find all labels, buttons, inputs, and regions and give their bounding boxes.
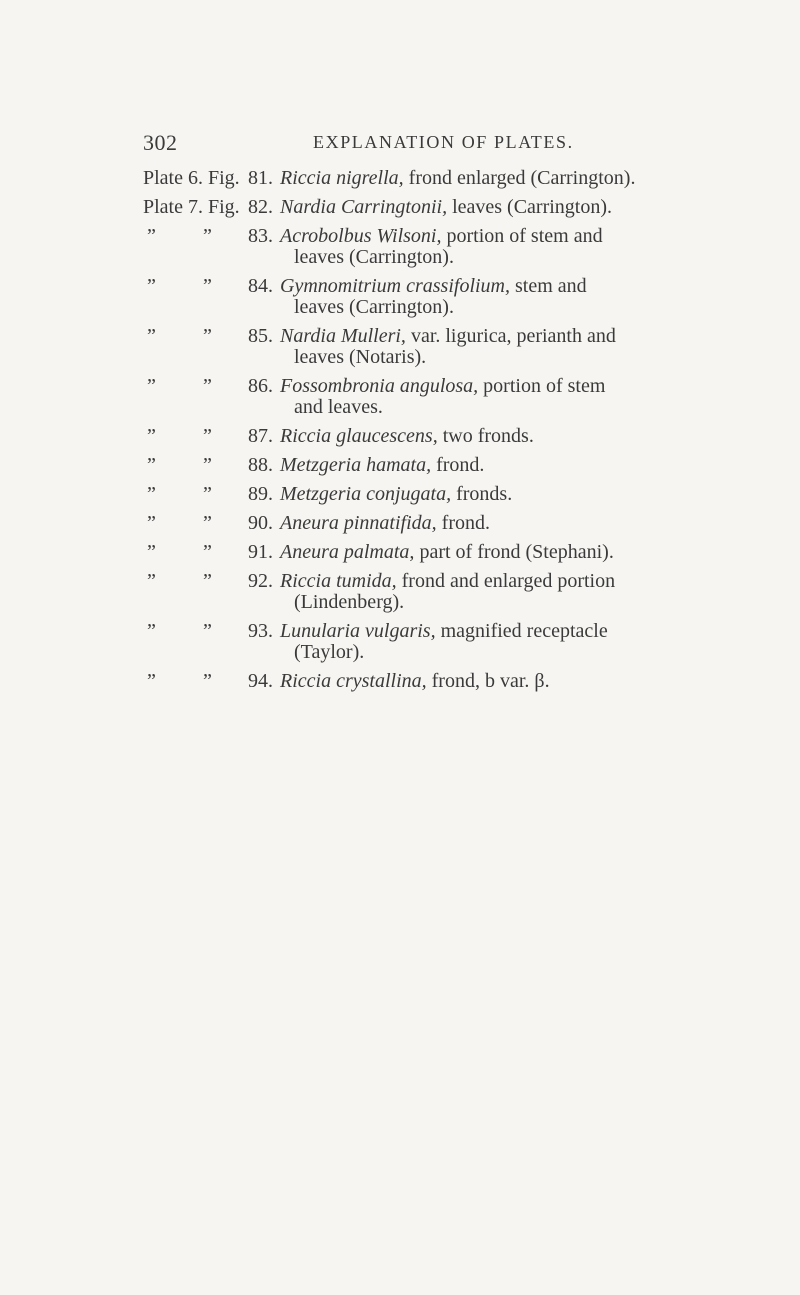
figure-description — [280, 326, 773, 368]
plate-entry — [143, 571, 773, 613]
species-name: Aneura palmata, — [280, 541, 415, 563]
plate-number: ” — [147, 275, 156, 297]
plate-entry — [143, 542, 773, 563]
plate-number: ” — [147, 454, 156, 476]
figure-description — [280, 571, 773, 613]
description-continuation: leaves (Carrington). — [294, 296, 454, 318]
description-continuation: leaves (Carrington). — [294, 246, 454, 268]
plate-label — [143, 376, 248, 418]
figure-description — [280, 226, 773, 268]
description-text: magnified receptacle — [435, 620, 608, 642]
description-text: stem and — [510, 275, 587, 297]
fig-label: ” — [203, 454, 212, 476]
species-name: Nardia Carringtonii, — [280, 196, 448, 218]
plate-number: ” — [147, 512, 156, 534]
plate-label — [143, 455, 248, 476]
figure-description — [280, 276, 773, 318]
species-name: Riccia crystallina, — [280, 670, 427, 692]
fig-label: ” — [203, 225, 212, 247]
plate-number: ” — [147, 325, 156, 347]
running-title: EXPLANATION OF PLATES. — [313, 132, 574, 152]
figure-description — [280, 513, 773, 534]
figure-number: 92. — [248, 570, 273, 592]
page-header — [143, 130, 763, 160]
description-text: leaves (Carrington). — [447, 196, 613, 218]
plate-label — [143, 276, 248, 318]
figure-number: 94. — [248, 670, 273, 692]
plate-entry — [143, 426, 773, 447]
plate-label — [143, 326, 248, 368]
description-text: portion of stem and — [441, 225, 603, 247]
description-text: portion of stem — [478, 375, 606, 397]
species-name: Metzgeria conjugata, — [280, 483, 452, 505]
plate-label — [143, 484, 248, 505]
figure-description — [280, 197, 773, 218]
plate-entry — [143, 226, 773, 268]
plate-number: Plate 6. — [143, 167, 203, 189]
plate-entry — [143, 376, 773, 418]
plate-entry — [143, 513, 773, 534]
plate-entry — [143, 455, 773, 476]
figure-number: 82. — [248, 196, 273, 218]
description-text: part of frond (Stephani). — [414, 541, 614, 563]
description-continuation: leaves (Notaris). — [294, 346, 427, 368]
description-text: frond. — [431, 454, 485, 476]
plate-label — [143, 621, 248, 663]
species-name: Metzgeria hamata, — [280, 454, 432, 476]
figure-description — [280, 542, 773, 563]
species-name: Acrobolbus Wilsoni, — [280, 225, 442, 247]
plate-label — [143, 426, 248, 447]
figure-description — [280, 426, 773, 447]
fig-label: ” — [203, 512, 212, 534]
fig-label: ” — [203, 570, 212, 592]
description-text: frond enlarged (Carrington). — [403, 167, 636, 189]
figure-number: 93. — [248, 620, 273, 642]
plate-entry — [143, 671, 773, 692]
plate-entry — [143, 484, 773, 505]
figure-number: 84. — [248, 275, 273, 297]
species-name: Aneura pinnatifida, — [280, 512, 437, 534]
plate-label — [143, 671, 248, 692]
species-name: Fossombronia angulosa, — [280, 375, 479, 397]
plate-entry — [143, 621, 773, 663]
figure-number: 90. — [248, 512, 273, 534]
figure-description — [280, 455, 773, 476]
plate-number: ” — [147, 670, 156, 692]
plate-number: ” — [147, 375, 156, 397]
figure-number: 86. — [248, 375, 273, 397]
fig-label: Fig. — [208, 196, 240, 218]
fig-label: ” — [203, 375, 212, 397]
plate-entry — [143, 326, 773, 368]
description-text: frond and enlarged portion — [396, 570, 616, 592]
species-name: Riccia tumida, — [280, 570, 397, 592]
description-text: frond. — [436, 512, 490, 534]
fig-label: ” — [203, 541, 212, 563]
figure-description — [280, 671, 773, 692]
figure-number: 87. — [248, 425, 273, 447]
plate-label — [143, 513, 248, 534]
species-name: Riccia nigrella, — [280, 167, 404, 189]
figure-number: 83. — [248, 225, 273, 247]
figure-number: 85. — [248, 325, 273, 347]
species-name: Riccia glaucescens, — [280, 425, 438, 447]
fig-label: ” — [203, 325, 212, 347]
fig-label: ” — [203, 425, 212, 447]
figure-number: 91. — [248, 541, 273, 563]
plate-label — [143, 226, 248, 268]
fig-label: Fig. — [208, 167, 240, 189]
figure-description — [280, 621, 773, 663]
fig-label: ” — [203, 483, 212, 505]
plate-label — [143, 168, 248, 189]
fig-label: ” — [203, 670, 212, 692]
figure-description — [280, 376, 773, 418]
figure-number: 88. — [248, 454, 273, 476]
plate-number: ” — [147, 225, 156, 247]
description-text: fronds. — [451, 483, 513, 505]
figure-number: 81. — [248, 167, 273, 189]
plate-entry — [143, 168, 773, 189]
description-continuation: (Taylor). — [294, 641, 365, 663]
figure-description — [280, 484, 773, 505]
plate-number: ” — [147, 483, 156, 505]
description-continuation: (Lindenberg). — [294, 591, 405, 613]
plate-number: ” — [147, 570, 156, 592]
description-text: two fronds. — [437, 425, 534, 447]
species-name: Gymnomitrium crassifolium, — [280, 275, 510, 297]
plate-number: ” — [147, 541, 156, 563]
plate-number: ” — [147, 620, 156, 642]
plate-label — [143, 197, 248, 218]
species-name: Lunularia vulgaris, — [280, 620, 436, 642]
species-name: Nardia Mulleri, — [280, 325, 406, 347]
plate-entry — [143, 197, 773, 218]
plate-label — [143, 571, 248, 613]
plate-label — [143, 542, 248, 563]
page-number: 302 — [143, 130, 178, 155]
plate-number: Plate 7. — [143, 196, 203, 218]
description-text: var. ligurica, perianth and — [405, 325, 616, 347]
plate-entry — [143, 276, 773, 318]
figure-number: 89. — [248, 483, 273, 505]
fig-label: ” — [203, 620, 212, 642]
fig-label: ” — [203, 275, 212, 297]
description-text: frond, b var. β. — [426, 670, 550, 692]
plate-explanation-list — [143, 168, 773, 700]
figure-description — [280, 168, 773, 189]
description-continuation: and leaves. — [294, 396, 383, 418]
plate-number: ” — [147, 425, 156, 447]
